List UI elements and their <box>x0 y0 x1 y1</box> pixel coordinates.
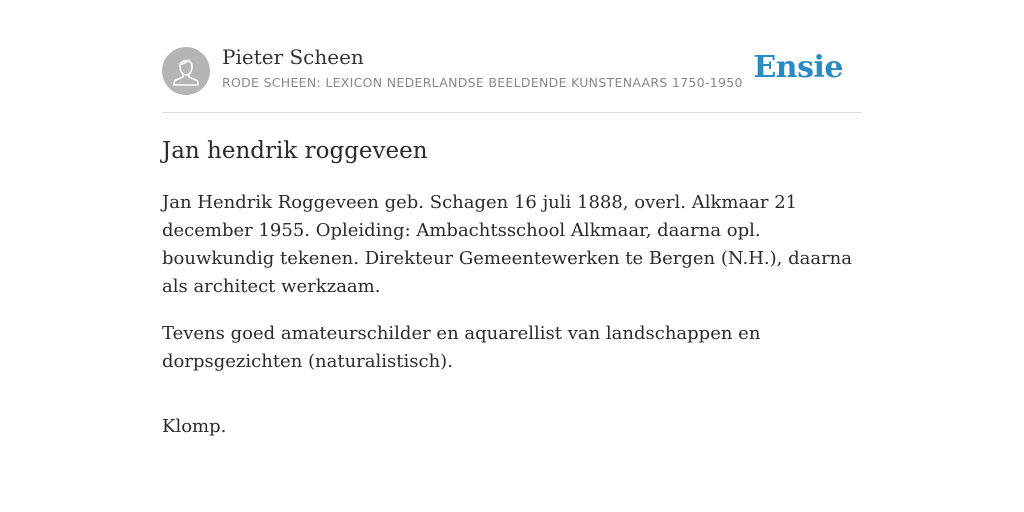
paragraph: Tevens goed amateurschilder en aquarellist van landschappen en dorpsgezichten (naturalistisch). <box>162 323 761 372</box>
paragraph: Jan Hendrik Roggeveen geb. Schagen 16 juli 1888, overl. Alkmaar 21 december 1955. Opleiding: Ambachtsschool Alkmaar, daarna opl. bouwkundig tekenen. Direkteur Gemeentewerken te Bergen (N.H.), daarna als architect werkzaam. <box>162 192 853 297</box>
entry-header <box>162 0 862 113</box>
ensie-logo[interactable]: Ensie <box>753 50 843 85</box>
author-name[interactable]: Pieter Scheen <box>222 45 364 69</box>
entry-title: Jan hendrik roggeveen <box>162 138 428 164</box>
signature: Klomp. <box>162 416 227 437</box>
entry-body <box>162 189 862 460</box>
user-icon <box>162 47 210 95</box>
source-title[interactable]: RODE SCHEEN: LEXICON NEDERLANDSE BEELDENDE KUNSTENAARS 1750-1950 <box>222 75 743 90</box>
entry-card <box>162 0 862 437</box>
author-avatar[interactable] <box>162 47 210 95</box>
